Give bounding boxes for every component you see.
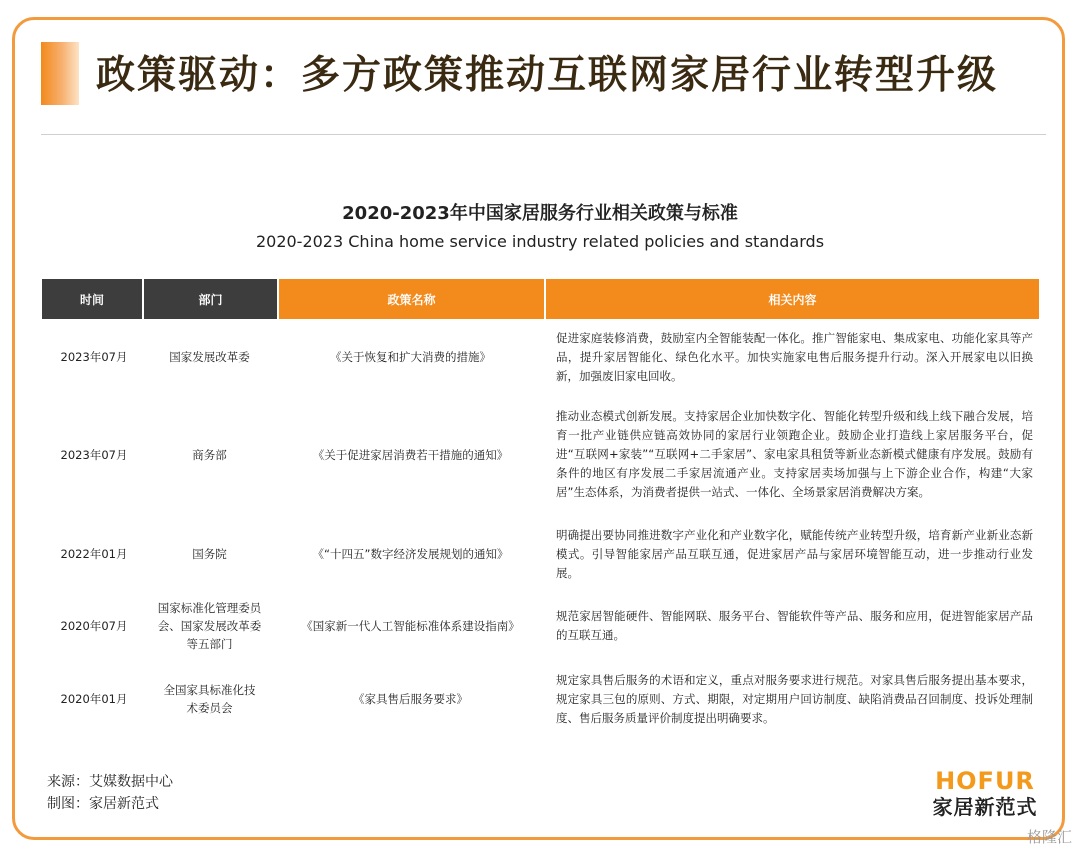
row-department: 商务部 (192, 447, 227, 462)
table-subtitle: 2020-2023 China home service industry related policies and standards (255, 232, 825, 251)
row-content: 规定家具售后服务的术语和定义，重点对服务要求进行规范。对家具售后服务提出基本要求，规定家具三包的原则、方式、期限，对定期用户回访制度、缺陷消费品召回制度、投诉处理制度、售后服务质量评价制度提出明确要求。 (556, 672, 1033, 725)
row-date: 2020年01月 (60, 692, 128, 706)
row-department: 全国家具标准化技术委员会 (163, 683, 256, 715)
row-date: 2023年07月 (60, 350, 128, 364)
page-title: 政策驱动：多方政策推动互联网家居行业转型升级 (96, 53, 999, 98)
row-content: 推动业态模式创新发展。支持家居企业加快数字化、智能化转型升级和线上线下融合发展，培育一批产业链供应链高效协同的家居行业领跑企业。鼓励企业打造线上家居服务平台，促进“互联网+家装”“互联网+二手家居”、家电家具租赁等新业态新模式健康有序发展。鼓励有条件的地区有序发展二手家居流通产业。支持家居卖场加强与上下游企业合作，构建“大家居”生态体系，为消费者提供一站式、一体化、全场景家居消费解决方案。 (556, 409, 1033, 499)
row-department: 国务院 (192, 547, 227, 561)
source-note (47, 771, 173, 815)
row-policy-name: 《关于促进家居消费若干措施的通知》 (312, 447, 509, 462)
row-date: 2023年07月 (60, 447, 128, 462)
row-date: 2020年07月 (60, 619, 128, 633)
row-policy-name: 《关于恢复和扩大消费的措施》 (330, 350, 491, 364)
header-date: 时间 (42, 279, 142, 319)
row-department: 国家发展改革委 (169, 350, 250, 364)
table-row (42, 524, 1039, 584)
table-row (42, 402, 1039, 507)
row-content: 促进家庭装修消费，鼓励室内全智能装配一体化。推广智能家电、集成家电、功能化家具等产品，提升家居智能化、绿色化水平。加快实施家电售后服务提升行动。深入开展家电以旧换新，加强废旧家电回收。 (556, 330, 1033, 383)
row-policy-name: 《国家新一代人工智能标准体系建设指南》 (301, 619, 520, 633)
row-policy-name: 《家具售后服务要求》 (353, 692, 468, 706)
table-row (42, 669, 1039, 729)
chart-maker-text: 制图：家居新范式 (47, 796, 159, 812)
title-divider (41, 134, 1046, 135)
policy-table (42, 279, 1039, 725)
table-row (42, 327, 1039, 387)
header-department: 部门 (142, 279, 277, 319)
source-text: 来源：艾媒数据中心 (47, 774, 173, 790)
row-content: 明确提出要协同推进数字产业化和产业数字化，赋能传统产业转型升级，培育新产业新业态新模式。引导智能家居产品互联互通，促进家居产品与家居环境智能互动，进一步推动行业发展。 (556, 527, 1033, 580)
watermark: 格隆汇 (1026, 828, 1072, 846)
row-date: 2022年01月 (60, 547, 128, 561)
hofur-logo (925, 768, 1045, 820)
header-policy-name: 政策名称 (277, 279, 544, 319)
title-accent-bar (41, 42, 79, 105)
logo-chinese: 家居新范式 (932, 795, 1038, 819)
table-row (42, 597, 1039, 655)
logo-english: HOFUR (935, 767, 1035, 795)
table-title: 2020-2023年中国家居服务行业相关政策与标准 (342, 203, 738, 224)
row-content: 规范家居智能硬件、智能网联、服务平台、智能软件等产品、服务和应用，促进智能家居产品的互联互通。 (556, 609, 1033, 642)
row-policy-name: 《“十四五”数字经济发展规划的通知》 (312, 547, 509, 561)
header-content: 相关内容 (544, 279, 1039, 319)
table-header (42, 279, 1039, 319)
row-department: 国家标准化管理委员会、国家发展改革委等五部门 (157, 601, 262, 651)
